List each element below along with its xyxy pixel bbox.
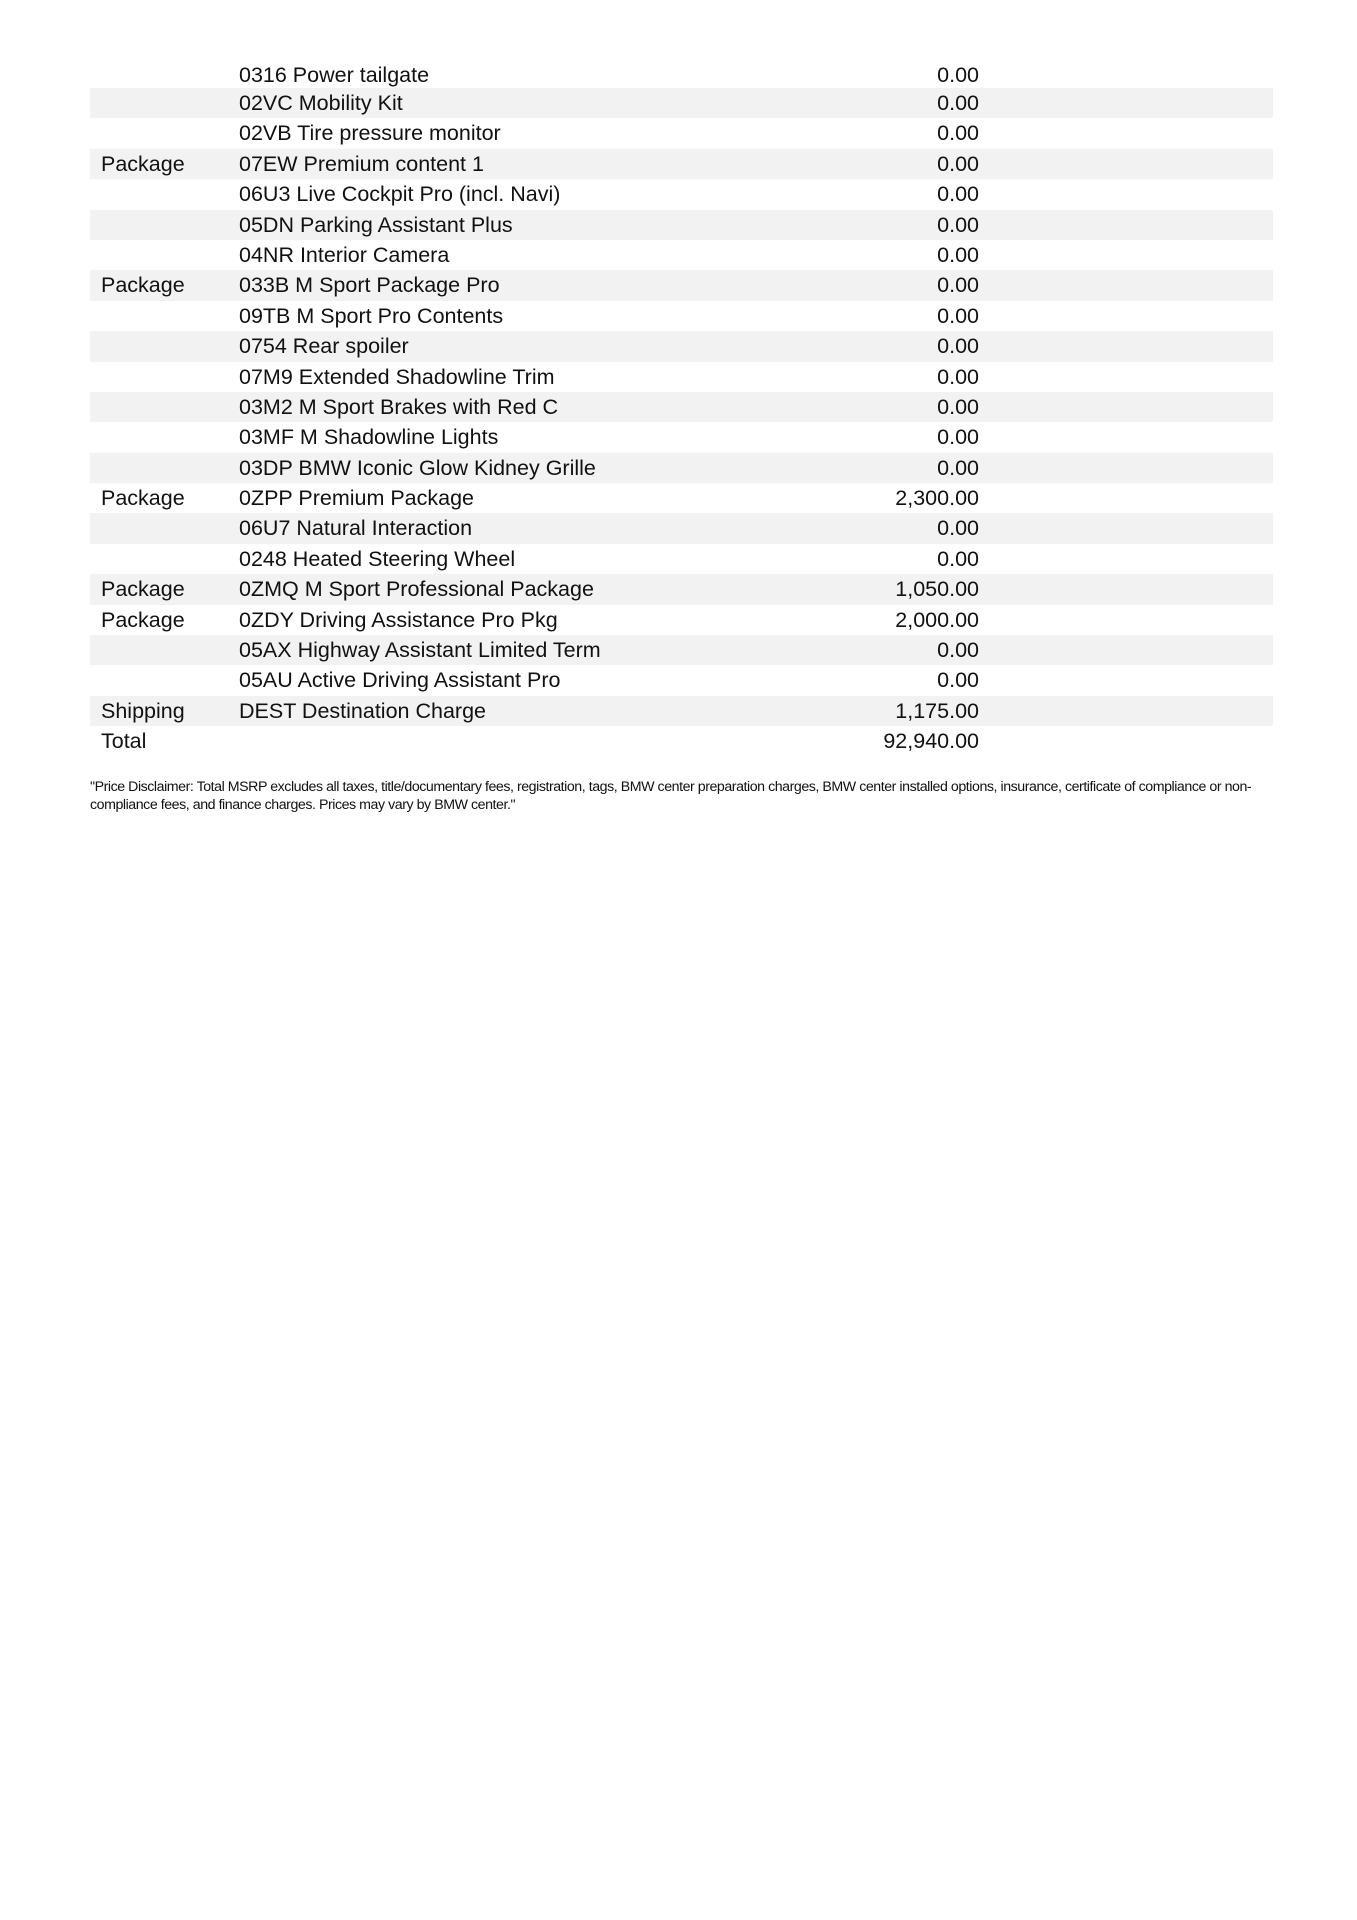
row-category: Shipping: [101, 698, 185, 723]
row-description: 07M9 Extended Shadowline Trim: [239, 364, 555, 389]
table-row: [90, 210, 1273, 240]
row-description: 05AU Active Driving Assistant Pro: [239, 668, 561, 693]
table-row: [90, 574, 1273, 604]
row-price: 0.00: [937, 364, 979, 389]
table-row: [90, 362, 1273, 392]
row-description: 02VB Tire pressure monitor: [239, 121, 501, 146]
row-price: 0.00: [937, 121, 979, 146]
row-category: Package: [101, 486, 185, 511]
row-description: 06U7 Natural Interaction: [239, 516, 473, 541]
row-description: 0316 Power tailgate: [239, 63, 430, 87]
table-row: [90, 240, 1273, 270]
row-description: 05AX Highway Assistant Limited Term: [239, 638, 601, 663]
row-price: 2,300.00: [895, 486, 979, 511]
row-description: 033B M Sport Package Pro: [239, 273, 500, 298]
table-row: [90, 301, 1273, 331]
table-row: [90, 270, 1273, 300]
row-price: 1,050.00: [895, 577, 979, 602]
row-price: 0.00: [937, 273, 979, 298]
row-price: 0.00: [937, 182, 979, 207]
row-description: DEST Destination Charge: [239, 698, 486, 723]
row-price: 0.00: [937, 303, 979, 328]
row-description: 05DN Parking Assistant Plus: [239, 212, 513, 237]
row-category: Package: [101, 273, 185, 298]
row-price: 2,000.00: [895, 607, 979, 632]
row-description: 07EW Premium content 1: [239, 151, 484, 176]
table-row: [90, 331, 1273, 361]
row-category: Package: [101, 151, 185, 176]
row-category: Package: [101, 607, 185, 632]
table-row: [90, 513, 1273, 543]
row-price: 0.00: [937, 91, 979, 115]
row-price: 0.00: [937, 212, 979, 237]
total-row: [90, 726, 1273, 756]
price-table: [90, 63, 1273, 757]
row-description: 03MF M Shadowline Lights: [239, 425, 499, 450]
table-row: [90, 392, 1273, 422]
row-description: 0ZMQ M Sport Professional Package: [239, 577, 594, 602]
price-disclaimer: "Price Disclaimer: Total MSRP excludes all taxes, title/documentary fees, registration, tags, BMW center preparation charges, BMW center installed options, insurance, certificate of compliance or non-compliance fees, and finance charges. Prices may vary by BMW center.": [90, 779, 1252, 813]
row-price: 0.00: [937, 516, 979, 541]
table-row: [90, 453, 1273, 483]
row-description: 03M2 M Sport Brakes with Red C: [239, 394, 559, 419]
row-price: 0.00: [937, 394, 979, 419]
row-price: 0.00: [937, 425, 979, 450]
row-price: 0.00: [937, 638, 979, 663]
table-row: [90, 544, 1273, 574]
table-row: [90, 179, 1273, 209]
row-price: 0.00: [937, 334, 979, 359]
row-description: 0248 Heated Steering Wheel: [239, 546, 516, 571]
table-row: [90, 149, 1273, 179]
table-row: [90, 605, 1273, 635]
table-row: [90, 635, 1273, 665]
table-row: [90, 118, 1273, 148]
row-price: 0.00: [937, 151, 979, 176]
row-price: 0.00: [937, 546, 979, 571]
row-price: 0.00: [937, 63, 979, 87]
table-row: [90, 63, 1273, 88]
row-description: 04NR Interior Camera: [239, 242, 450, 267]
row-price: 0.00: [937, 242, 979, 267]
total-label: Total: [101, 729, 147, 754]
table-row: [90, 422, 1273, 452]
row-price: 1,175.00: [895, 698, 979, 723]
row-description: 0754 Rear spoiler: [239, 334, 409, 359]
row-price: 0.00: [937, 668, 979, 693]
row-category: Package: [101, 577, 185, 602]
row-description: 06U3 Live Cockpit Pro (incl. Navi): [239, 182, 561, 207]
table-row: [90, 696, 1273, 726]
row-price: 0.00: [937, 455, 979, 480]
table-row: [90, 483, 1273, 513]
table-row: [90, 88, 1273, 118]
table-row: [90, 665, 1273, 695]
row-description: 0ZDY Driving Assistance Pro Pkg: [239, 607, 558, 632]
row-description: 0ZPP Premium Package: [239, 486, 475, 511]
row-description: 09TB M Sport Pro Contents: [239, 303, 504, 328]
total-price: 92,940.00: [883, 729, 979, 754]
row-description: 03DP BMW Iconic Glow Kidney Grille: [239, 455, 596, 480]
row-description: 02VC Mobility Kit: [239, 91, 403, 115]
